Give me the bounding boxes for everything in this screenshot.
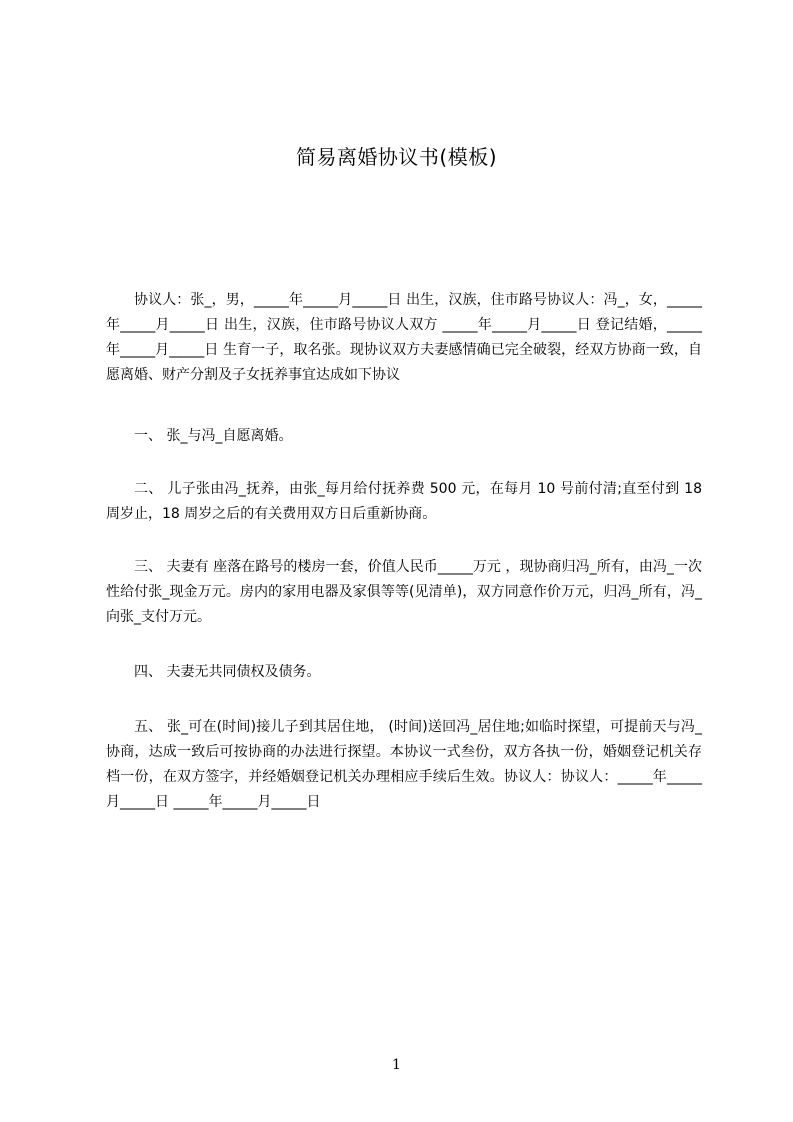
clause-2 xyxy=(106,477,702,527)
clause-2-text: 二、 儿子张由冯_抚养，由张_每月给付抚养费 500 元，在每月 10 号前付清;直至付到 18 周岁止，18 周岁之后的有关费用双方日后重新协商。 xyxy=(106,481,702,522)
clause-5 xyxy=(106,715,702,815)
page-number: 1 xyxy=(392,1057,401,1073)
clause-3-text: 三、 夫妻有 座落在路号的楼房一套，价值人民币_____万元 ，现协商归冯_所有，由冯_一次性给付张_现金万元。房内的家用电器及家俱等等(见清单)，双方同意作价万元，归冯_所有，冯_向张_支付万元。 xyxy=(106,559,702,625)
intro-text: 协议人：张_，男，_____年_____月_____日 出生，汉族，住市路号协议人：冯_，女，_____年_____月_____日 出生，汉族，住市路号协议人双方 _____年_____月_____日 登记结婚，_____年_____月_____日 生育一子，取名张。现协议双方夫妻感情确已完全破裂，经双方协商一致，自愿离婚、财产分割及子女抚养事宜达成如下协议 xyxy=(106,292,702,383)
clause-5-text: 五、 张_可在(时间)接儿子到其居住地， (时间)送回冯_居住地;如临时探望，可提前天与冯_协商，达成一致后可按协商的办法进行探望。本协议一式叁份，双方各执一份，婚姻登记机关存档一份，在双方签字，并经婚姻登记机关办理相应手续后生效。协议人：协议人：_____年_____月_____日 _____年_____月_____日 xyxy=(106,719,702,810)
clause-1-text: 一、 张_与冯_自愿离婚。 xyxy=(134,428,293,444)
document-title: 简易离婚协议书(模板) xyxy=(295,145,498,169)
clause-1 xyxy=(106,424,702,449)
clause-3 xyxy=(106,555,702,630)
clause-4-text: 四、 夫妻无共同债权及债务。 xyxy=(134,664,321,680)
intro-paragraph xyxy=(106,288,702,388)
clause-4 xyxy=(106,660,702,685)
